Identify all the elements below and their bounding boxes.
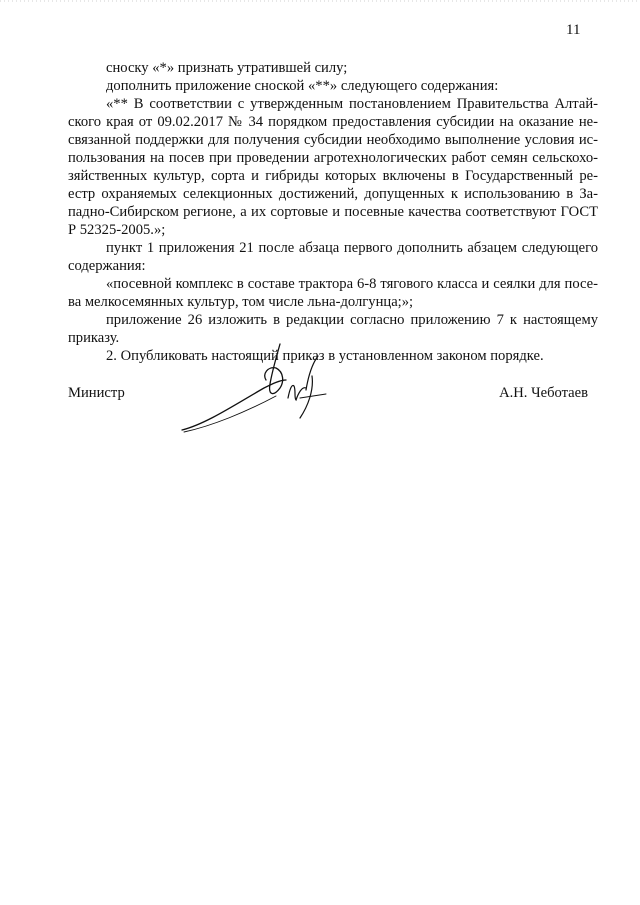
page-number: 11 <box>566 22 581 38</box>
text-line: 2. Опубликовать настоящий приказ в установленном законом порядке. <box>106 348 544 364</box>
text-line: пункт 1 приложения 21 после абзаца первого дополнить абзацем следующего <box>106 240 598 256</box>
document-body <box>68 60 598 364</box>
text-line: пользования на посев при проведении агротехнологических работ семян сельскохо- <box>68 150 598 166</box>
handwritten-signature <box>176 338 336 438</box>
text-line: дополнить приложение сноской «**» следующего содержания: <box>106 78 499 94</box>
text-line: приказу. <box>68 330 120 346</box>
text-line: ского края от 09.02.2017 № 34 порядком предоставления субсидии на оказание не- <box>68 114 598 130</box>
text-line: «посевной комплекс в составе трактора 6-8 тягового класса и сеялки для посе- <box>106 276 598 292</box>
signer-role: Министр <box>68 385 125 401</box>
text-line: ва мелкосемянных культур, том числе льна-долгунца;»; <box>68 294 414 310</box>
text-line: сноску «*» признать утратившей силу; <box>106 60 348 76</box>
text-line: приложение 26 изложить в редакции согласно приложению 7 к настоящему <box>106 312 598 328</box>
text-line: естр охраняемых селекционных достижений, допущенных к использованию в За- <box>68 186 598 202</box>
text-line: «** В соответствии с утвержденным постановлением Правительства Алтай- <box>106 96 598 112</box>
scan-edge-marks <box>0 0 640 3</box>
text-line: содержания: <box>68 258 146 274</box>
signer-name: А.Н. Чеботаев <box>499 385 588 401</box>
text-line: связанной поддержки для получения субсидии необходимо выполнение условия ис- <box>68 132 598 148</box>
text-line: Р 52325-2005.»; <box>68 222 166 238</box>
text-line: падно-Сибирском регионе, а их сортовые и посевные качества соответствуют ГОСТ <box>68 204 598 220</box>
text-line: зяйственных культур, сорта и гибриды которых включены в Государственный ре- <box>68 168 598 184</box>
